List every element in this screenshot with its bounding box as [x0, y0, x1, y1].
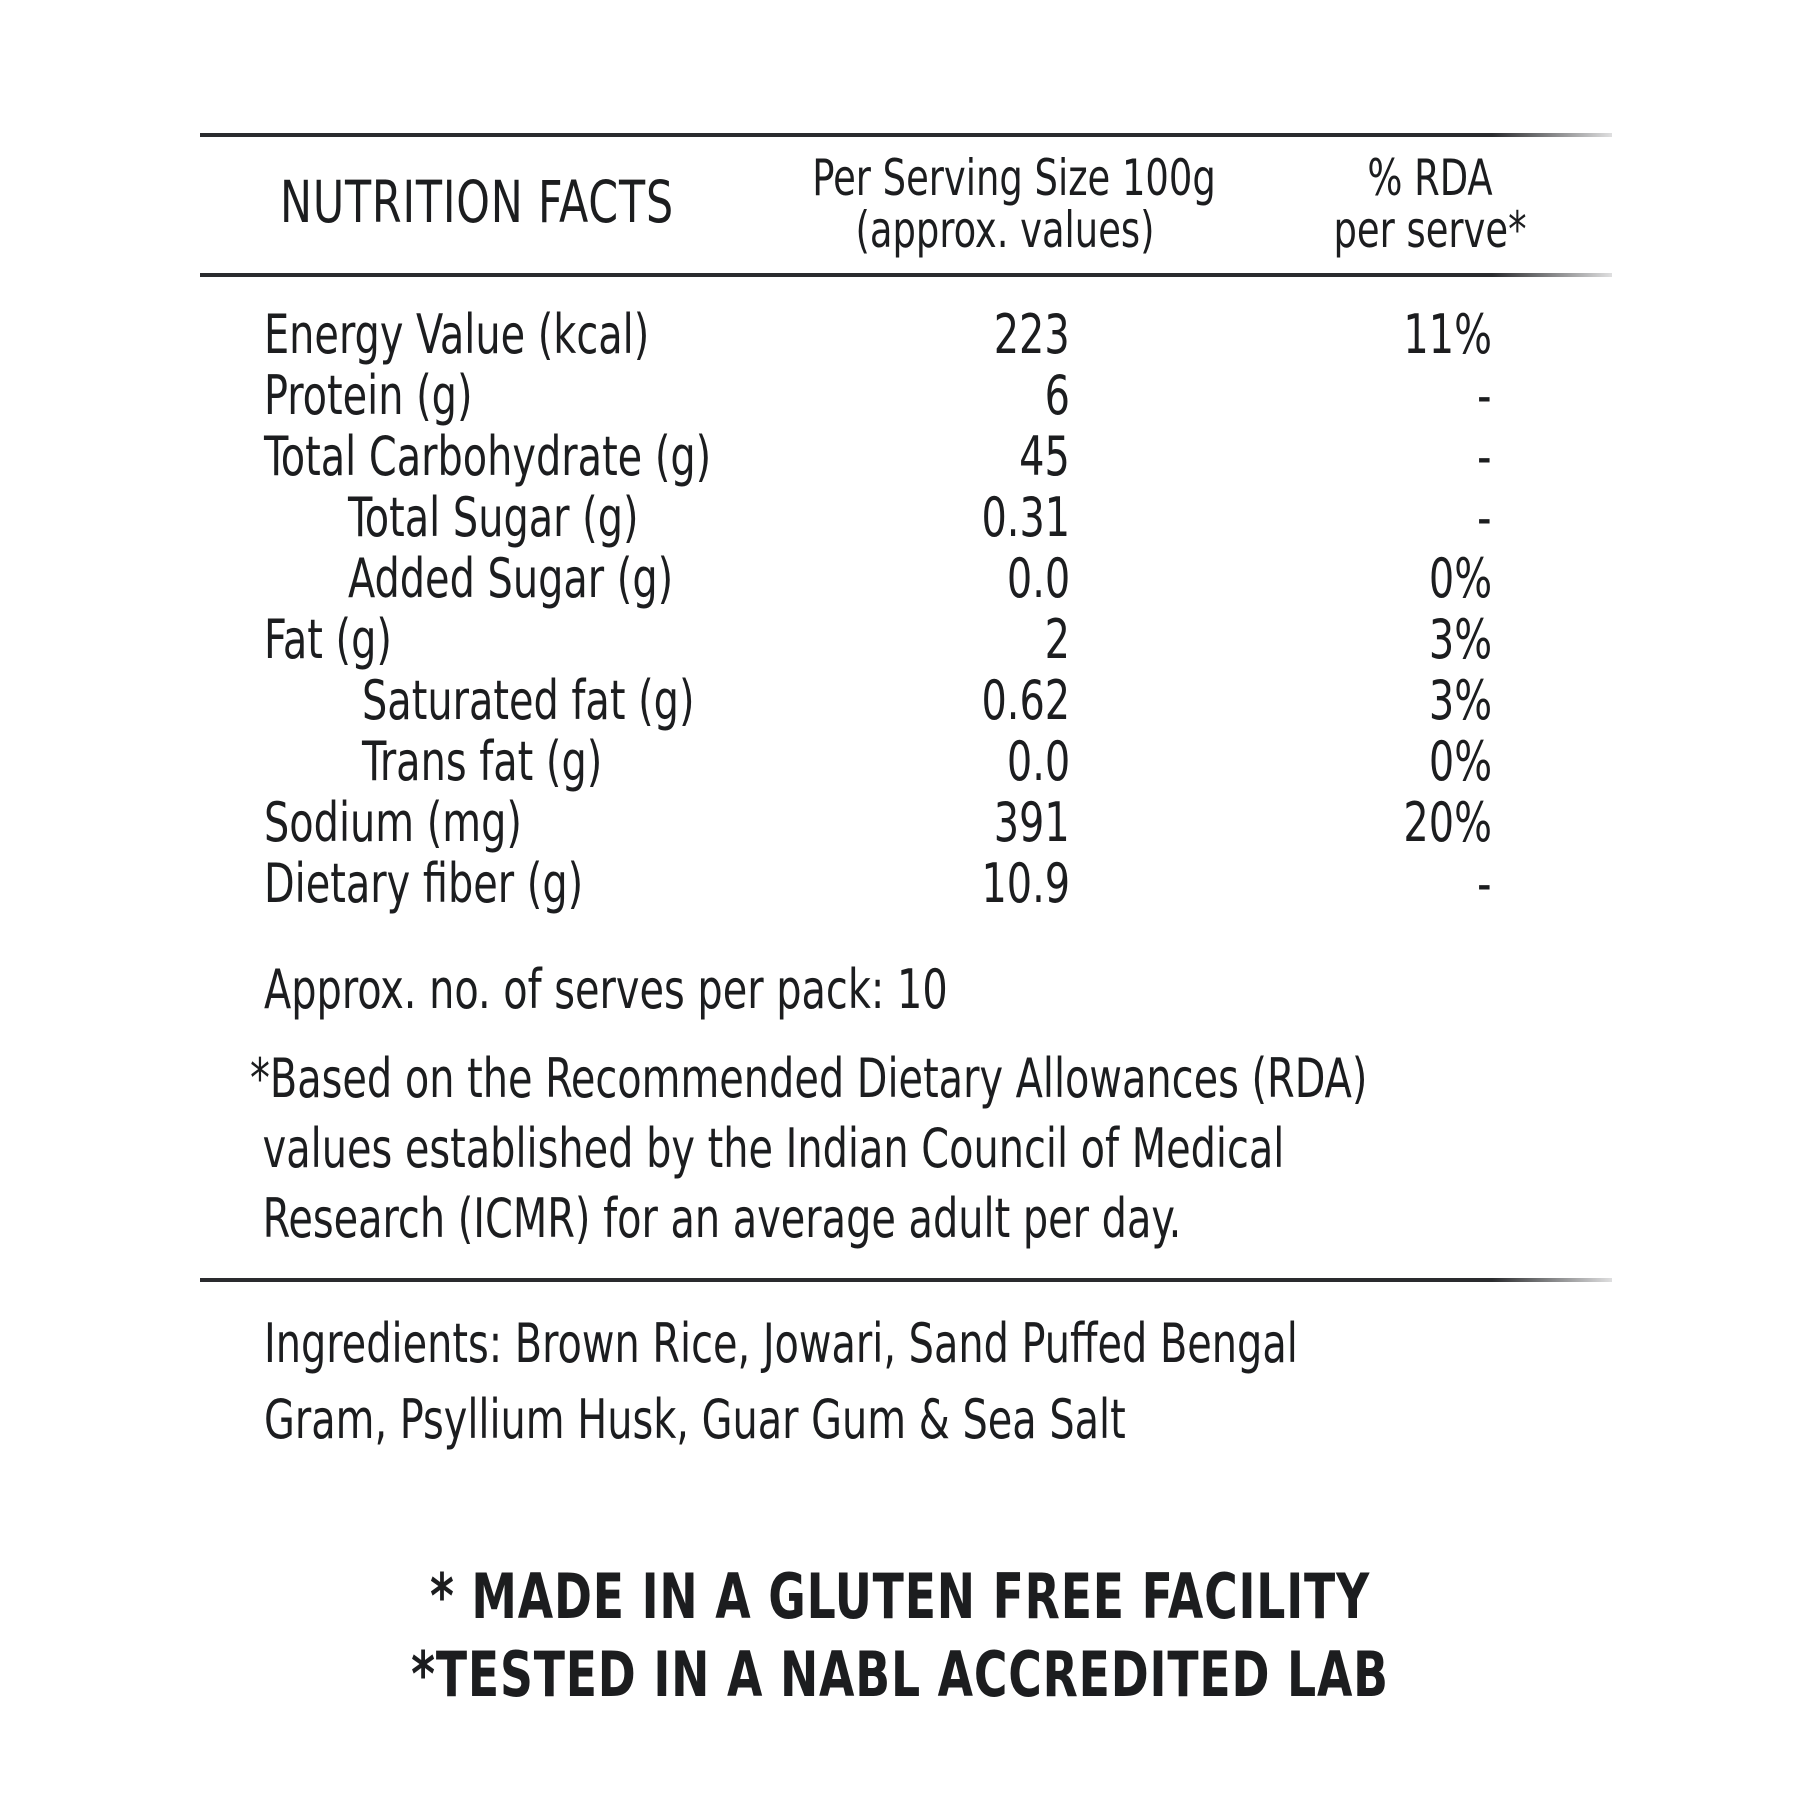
- rda-header: [1307, 149, 1553, 259]
- serving-size-line-2: (approx. values): [855, 201, 1155, 259]
- nutrient-label: Fat (g): [264, 608, 392, 671]
- nutrient-rda: 0%: [1428, 730, 1492, 793]
- nutrient-rda: -: [1477, 425, 1492, 488]
- nutrient-label: Dietary fiber (g): [264, 852, 584, 915]
- nutrient-value: 6: [1044, 364, 1070, 427]
- nutrient-value: 0.31: [981, 486, 1070, 549]
- nutrient-value: 0.0: [1006, 547, 1070, 610]
- nutrition-row: [0, 670, 1800, 731]
- nutrition-row: [0, 609, 1800, 670]
- nutrient-label: Energy Value (kcal): [264, 303, 650, 366]
- serving-size-line-1: Per Serving Size 100g: [812, 149, 1216, 207]
- rda-footnote: *Based on the Recommended Dietary Allowances (RDA) values established by the Indian Council of Medical Research (ICMR) for an average adult per day.: [250, 1047, 1368, 1250]
- top-rule: [200, 133, 1612, 137]
- nutrient-rda: 0%: [1428, 547, 1492, 610]
- nutrient-label: Sodium (mg): [264, 791, 522, 854]
- facility-notices: [0, 1558, 1800, 1714]
- nutrient-value: 223: [993, 303, 1070, 366]
- nutrition-table: [0, 304, 1800, 914]
- nutrition-row: [0, 365, 1800, 426]
- rda-header-line-1: % RDA: [1367, 149, 1493, 207]
- nabl-tested-notice: *TESTED IN A NABL ACCREDITED LAB: [411, 1638, 1389, 1711]
- nutrient-value: 10.9: [981, 852, 1070, 915]
- nutrition-row: [0, 731, 1800, 792]
- nutrient-value: 0.62: [981, 669, 1070, 732]
- nutrient-label: Total Sugar (g): [348, 486, 639, 549]
- nutrient-rda: -: [1477, 486, 1492, 549]
- serving-size-header: [812, 149, 1216, 259]
- ingredients-text: Ingredients: Brown Rice, Jowari, Sand Puffed Bengal Gram, Psyllium Husk, Guar Gum & Sea Salt: [264, 1312, 1298, 1451]
- nutrient-label: Trans fat (g): [362, 730, 603, 793]
- nutrition-row: [0, 853, 1800, 914]
- nutrition-row: [0, 487, 1800, 548]
- nutrient-value: 2: [1044, 608, 1070, 671]
- nutrition-row: [0, 304, 1800, 365]
- nutrient-rda: -: [1477, 852, 1492, 915]
- nutrition-facts-title: NUTRITION FACTS: [280, 168, 674, 236]
- nutrition-row: [0, 426, 1800, 487]
- nutrient-rda: 3%: [1428, 669, 1492, 732]
- nutrient-rda: -: [1477, 364, 1492, 427]
- nutrient-rda: 3%: [1428, 608, 1492, 671]
- ingredients-rule: [200, 1278, 1612, 1282]
- serves-per-pack: Approx. no. of serves per pack: 10: [264, 958, 948, 1021]
- nutrition-row: [0, 792, 1800, 853]
- nutrient-label: Total Carbohydrate (g): [264, 425, 712, 488]
- gluten-free-notice: * MADE IN A GLUTEN FREE FACILITY: [429, 1560, 1371, 1633]
- rda-header-line-2: per serve*: [1333, 201, 1527, 259]
- nutrient-value: 0.0: [1006, 730, 1070, 793]
- nutrient-rda: 11%: [1403, 303, 1492, 366]
- nutrient-value: 45: [1019, 425, 1070, 488]
- nutrient-label: Protein (g): [264, 364, 473, 427]
- nutrient-value: 391: [993, 791, 1070, 854]
- header-rule: [200, 273, 1612, 277]
- nutrient-label: Added Sugar (g): [348, 547, 674, 610]
- nutrient-label: Saturated fat (g): [362, 669, 695, 732]
- nutrition-row: [0, 548, 1800, 609]
- nutrient-rda: 20%: [1403, 791, 1492, 854]
